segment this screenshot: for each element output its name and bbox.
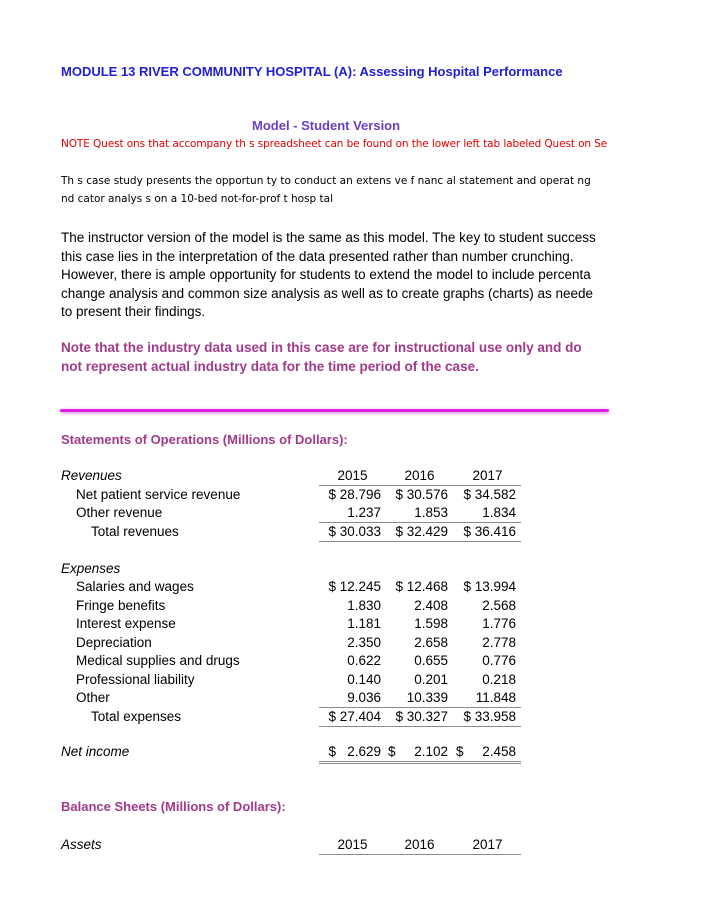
year-header: 2015 xyxy=(337,468,368,483)
intro-line-2: nd cator analys s on a 10-bed not-for-prof t hosp tal xyxy=(61,193,334,205)
expense-row-label: Salaries and wages xyxy=(76,579,194,594)
warning-line: Note that the industry data used in this case are for instructional use only and do xyxy=(61,340,582,355)
expense-row-label: Professional liability xyxy=(76,672,195,687)
expense-value: 0.201 xyxy=(414,672,448,687)
double-underline-top xyxy=(319,761,521,762)
revenue-value: $ 34.582 xyxy=(463,487,516,502)
expense-value: 2.350 xyxy=(347,635,381,650)
net-income-value: $ 2.458 xyxy=(455,744,516,759)
year-header: 2017 xyxy=(472,837,503,852)
expense-value: 2.778 xyxy=(482,635,516,650)
revenue-total-value: $ 36.416 xyxy=(463,524,516,539)
expense-value: 1.830 xyxy=(347,598,381,613)
revenue-value: 1.853 xyxy=(414,505,448,520)
expense-value: 1.776 xyxy=(482,616,516,631)
revenues-label: Revenues xyxy=(61,468,122,483)
revenue-total-value: $ 32.429 xyxy=(395,524,448,539)
expense-total-value: $ 30.327 xyxy=(395,709,448,724)
expense-row-label: Fringe benefits xyxy=(76,598,166,613)
expense-value: 1.598 xyxy=(414,616,448,631)
balance-heading: Balance Sheets (Millions of Dollars): xyxy=(61,799,286,814)
expense-value: 9.036 xyxy=(347,690,381,705)
revenue-value: 1.834 xyxy=(482,505,516,520)
total-line xyxy=(319,541,521,542)
expense-value: 2.568 xyxy=(482,598,516,613)
expense-value: $ 13.994 xyxy=(463,579,516,594)
note-text: NOTE Quest ons that accompany th s spreadsheet can be found on the lower left tab labeled Quest on Se xyxy=(61,138,608,150)
expense-total-label: Total expenses xyxy=(91,709,182,724)
revenue-row-label: Other revenue xyxy=(76,505,163,520)
paragraph-line: change analysis and common size analysis as well as to create graphs (charts) as neede xyxy=(61,285,594,301)
expense-row-label: Depreciation xyxy=(76,635,152,650)
double-underline-bottom xyxy=(319,763,521,764)
instructor-paragraph xyxy=(61,229,621,322)
net-income-label: Net income xyxy=(61,744,130,759)
year-header: 2017 xyxy=(472,468,503,483)
revenue-value: $ 30.576 xyxy=(395,487,448,502)
revenue-total-value: $ 30.033 xyxy=(328,524,381,539)
document-title: MODULE 13 RIVER COMMUNITY HOSPITAL (A): Assessing Hospital Performance xyxy=(61,64,563,79)
warning-line: not represent actual industry data for the time period of the case. xyxy=(61,358,479,374)
revenue-value: $ 28.796 xyxy=(328,487,381,502)
subtotal-line xyxy=(319,522,521,523)
expense-row-label: Interest expense xyxy=(76,616,176,631)
expense-value: 0.776 xyxy=(482,653,516,668)
expense-value: 0.140 xyxy=(347,672,381,687)
expense-value: 0.622 xyxy=(347,653,381,668)
revenue-row-label: Net patient service revenue xyxy=(76,487,241,502)
revenue-value: 1.237 xyxy=(347,505,381,520)
expense-value: 10.339 xyxy=(406,690,448,705)
paragraph-line: However, there is ample opportunity for students to extend the model to include percenta xyxy=(61,267,591,282)
subtotal-line xyxy=(319,707,521,708)
paragraph-line: to present their findings. xyxy=(61,304,206,319)
operations-heading: Statements of Operations (Millions of Dollars): xyxy=(61,432,348,447)
expense-value: 2.408 xyxy=(414,598,448,613)
expenses-label: Expenses xyxy=(61,561,121,576)
header-underline xyxy=(319,854,521,855)
expense-value: 1.181 xyxy=(347,616,381,631)
expense-value: 2.658 xyxy=(414,635,448,650)
intro-line-1: Th s case study presents the opportun ty to conduct an extens ve f nanc al statement and operat ng xyxy=(61,175,591,187)
header-underline xyxy=(319,485,521,486)
section-divider xyxy=(60,409,609,412)
total-line xyxy=(319,726,521,727)
year-header: 2015 xyxy=(337,837,368,852)
revenue-total-label: Total revenues xyxy=(91,524,179,539)
year-header: 2016 xyxy=(404,468,435,483)
expense-row-label: Medical supplies and drugs xyxy=(76,653,240,668)
expense-value: $ 12.468 xyxy=(395,579,448,594)
paragraph-line: The instructor version of the model is the same as this model. The key to student success xyxy=(61,230,596,245)
paragraph-line: this case lies in the interpretation of the data presented rather than number crunching. xyxy=(61,248,574,264)
expense-total-value: $ 33.958 xyxy=(463,709,516,724)
expense-value: 11.848 xyxy=(475,690,516,705)
expense-row-label: Other xyxy=(76,690,110,705)
expense-value: 0.218 xyxy=(482,672,516,687)
net-income-value: $ 2.102 xyxy=(387,744,448,759)
year-header: 2016 xyxy=(404,837,435,852)
expense-value: 0.655 xyxy=(414,653,448,668)
document-subtitle: Model - Student Version xyxy=(252,118,401,133)
net-income-value: $ 2.629 xyxy=(328,744,381,759)
expense-value: $ 12.245 xyxy=(328,579,381,594)
assets-label: Assets xyxy=(61,837,102,852)
expense-total-value: $ 27.404 xyxy=(328,709,381,724)
industry-data-warning xyxy=(61,339,582,376)
